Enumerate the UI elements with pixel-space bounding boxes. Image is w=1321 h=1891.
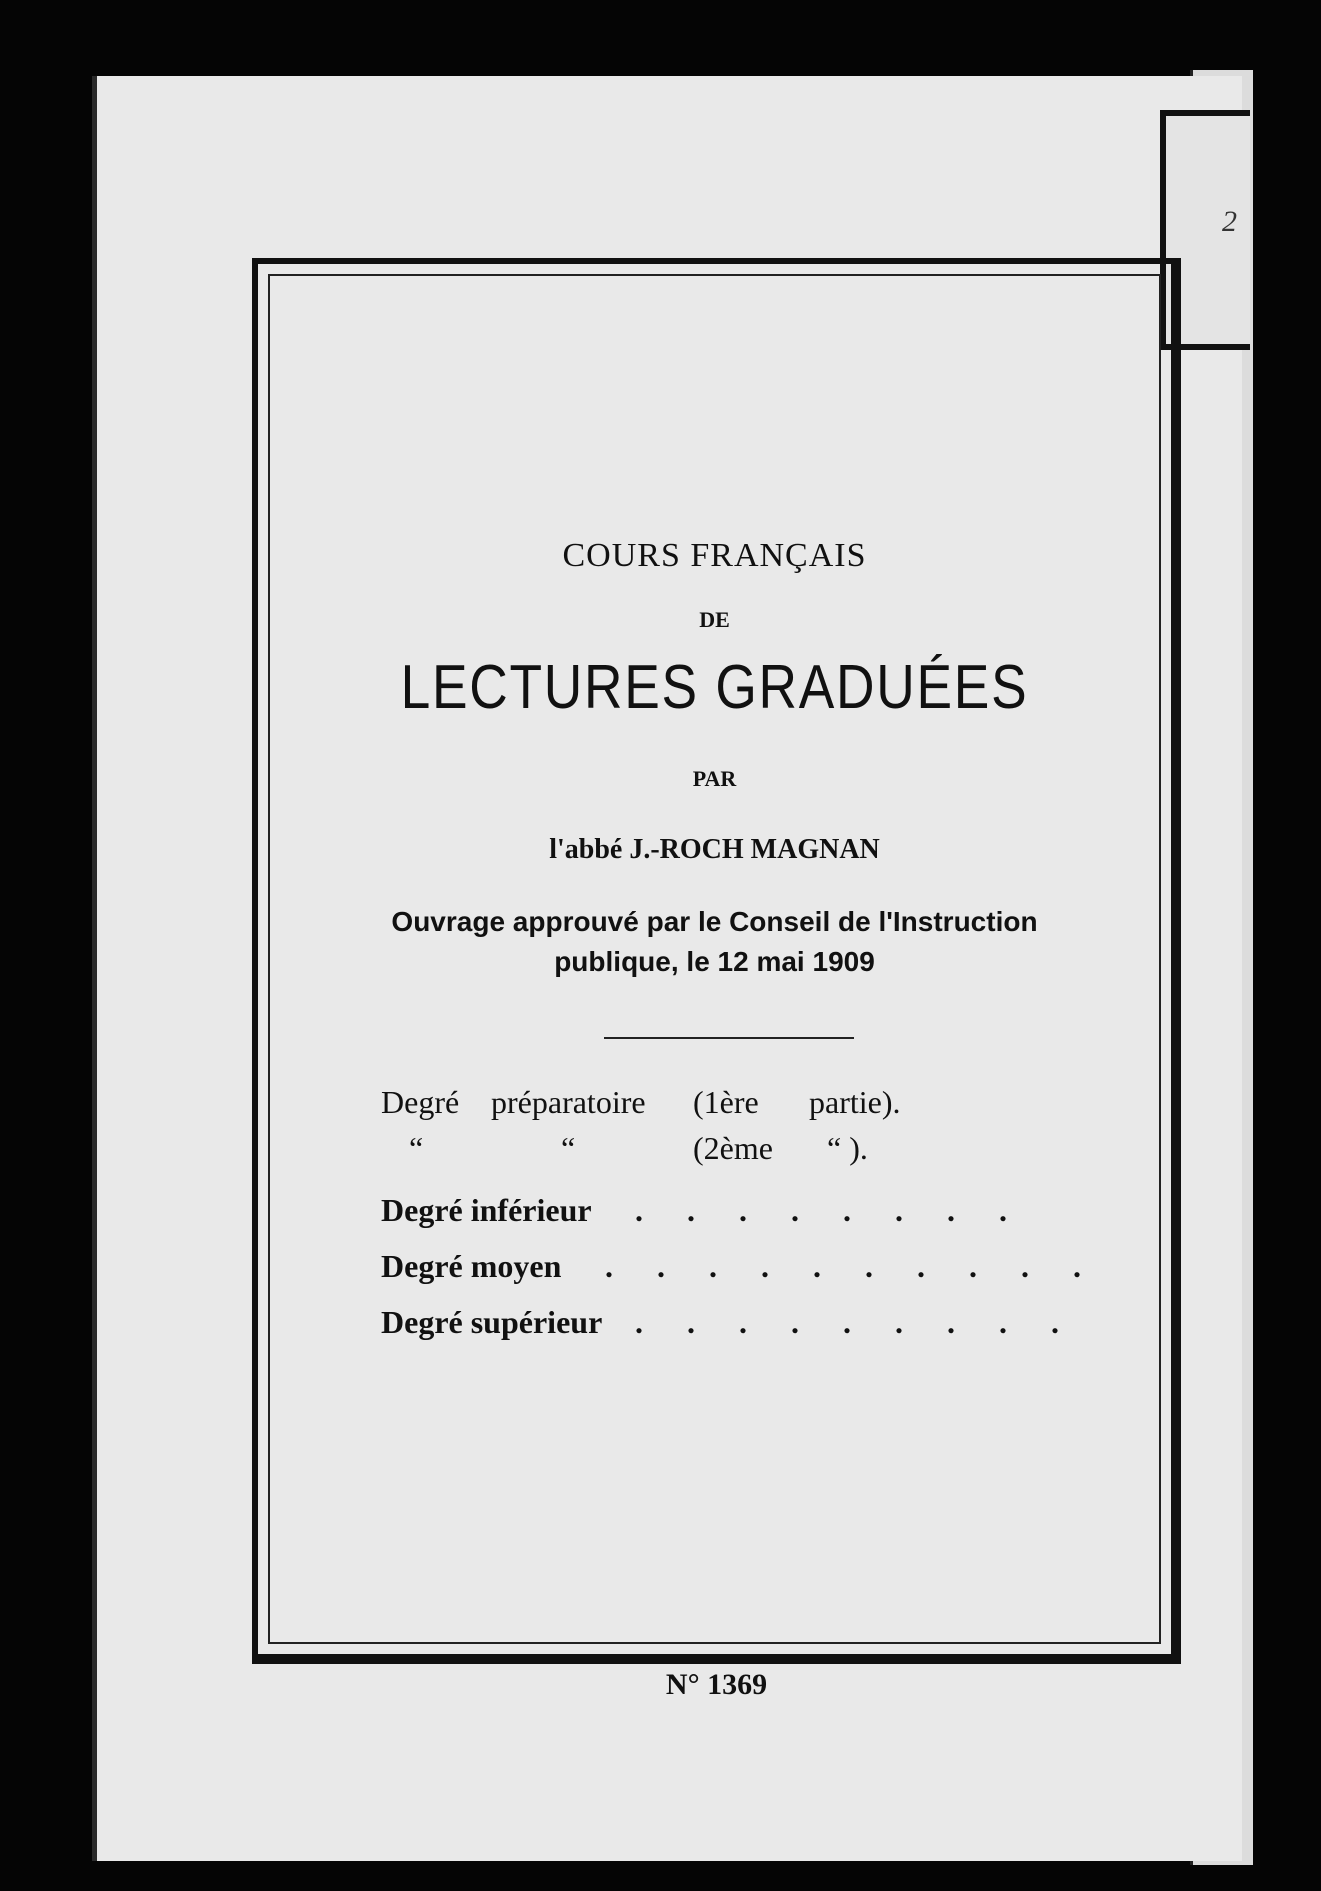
leader-dots: . . . . . . . . (635, 1192, 1025, 1228)
divider-rule (604, 1037, 854, 1039)
degree-part: (2ème (693, 1130, 773, 1166)
series-title: COURS FRANÇAIS (562, 537, 867, 574)
book-title: LECTURES GRADUÉES (400, 653, 1029, 722)
author-name: l'abbé J.-ROCH MAGNAN (549, 834, 880, 865)
degree-suffix: “ ). (827, 1130, 868, 1166)
degree-label: Degré inférieur (381, 1192, 592, 1228)
degree-label: Degré moyen (381, 1248, 562, 1284)
degree-name: préparatoire (491, 1084, 646, 1120)
degree-suffix: partie). (809, 1084, 901, 1120)
degree-name: “ (561, 1130, 576, 1166)
preposition-par: PAR (692, 766, 737, 791)
degree-part: (1ère (693, 1084, 759, 1120)
leader-dots: . . . . . . . . . . (605, 1248, 1099, 1284)
approval-line-2: publique, le 12 mai 1909 (554, 946, 875, 977)
degree-label: “ (409, 1130, 424, 1166)
leader-dots: . . . . . . . . . (635, 1304, 1077, 1340)
catalog-number: N° 1369 (665, 1668, 768, 1701)
tab-number: 2 (1222, 205, 1237, 238)
preposition-de: DE (699, 607, 730, 632)
approval-line-1: Ouvrage approuvé par le Conseil de l'Instruction (391, 906, 1038, 937)
degree-label: Degré supérieur (381, 1304, 603, 1340)
degree-label: Degré (381, 1084, 460, 1120)
approval-notice (268, 902, 1161, 982)
